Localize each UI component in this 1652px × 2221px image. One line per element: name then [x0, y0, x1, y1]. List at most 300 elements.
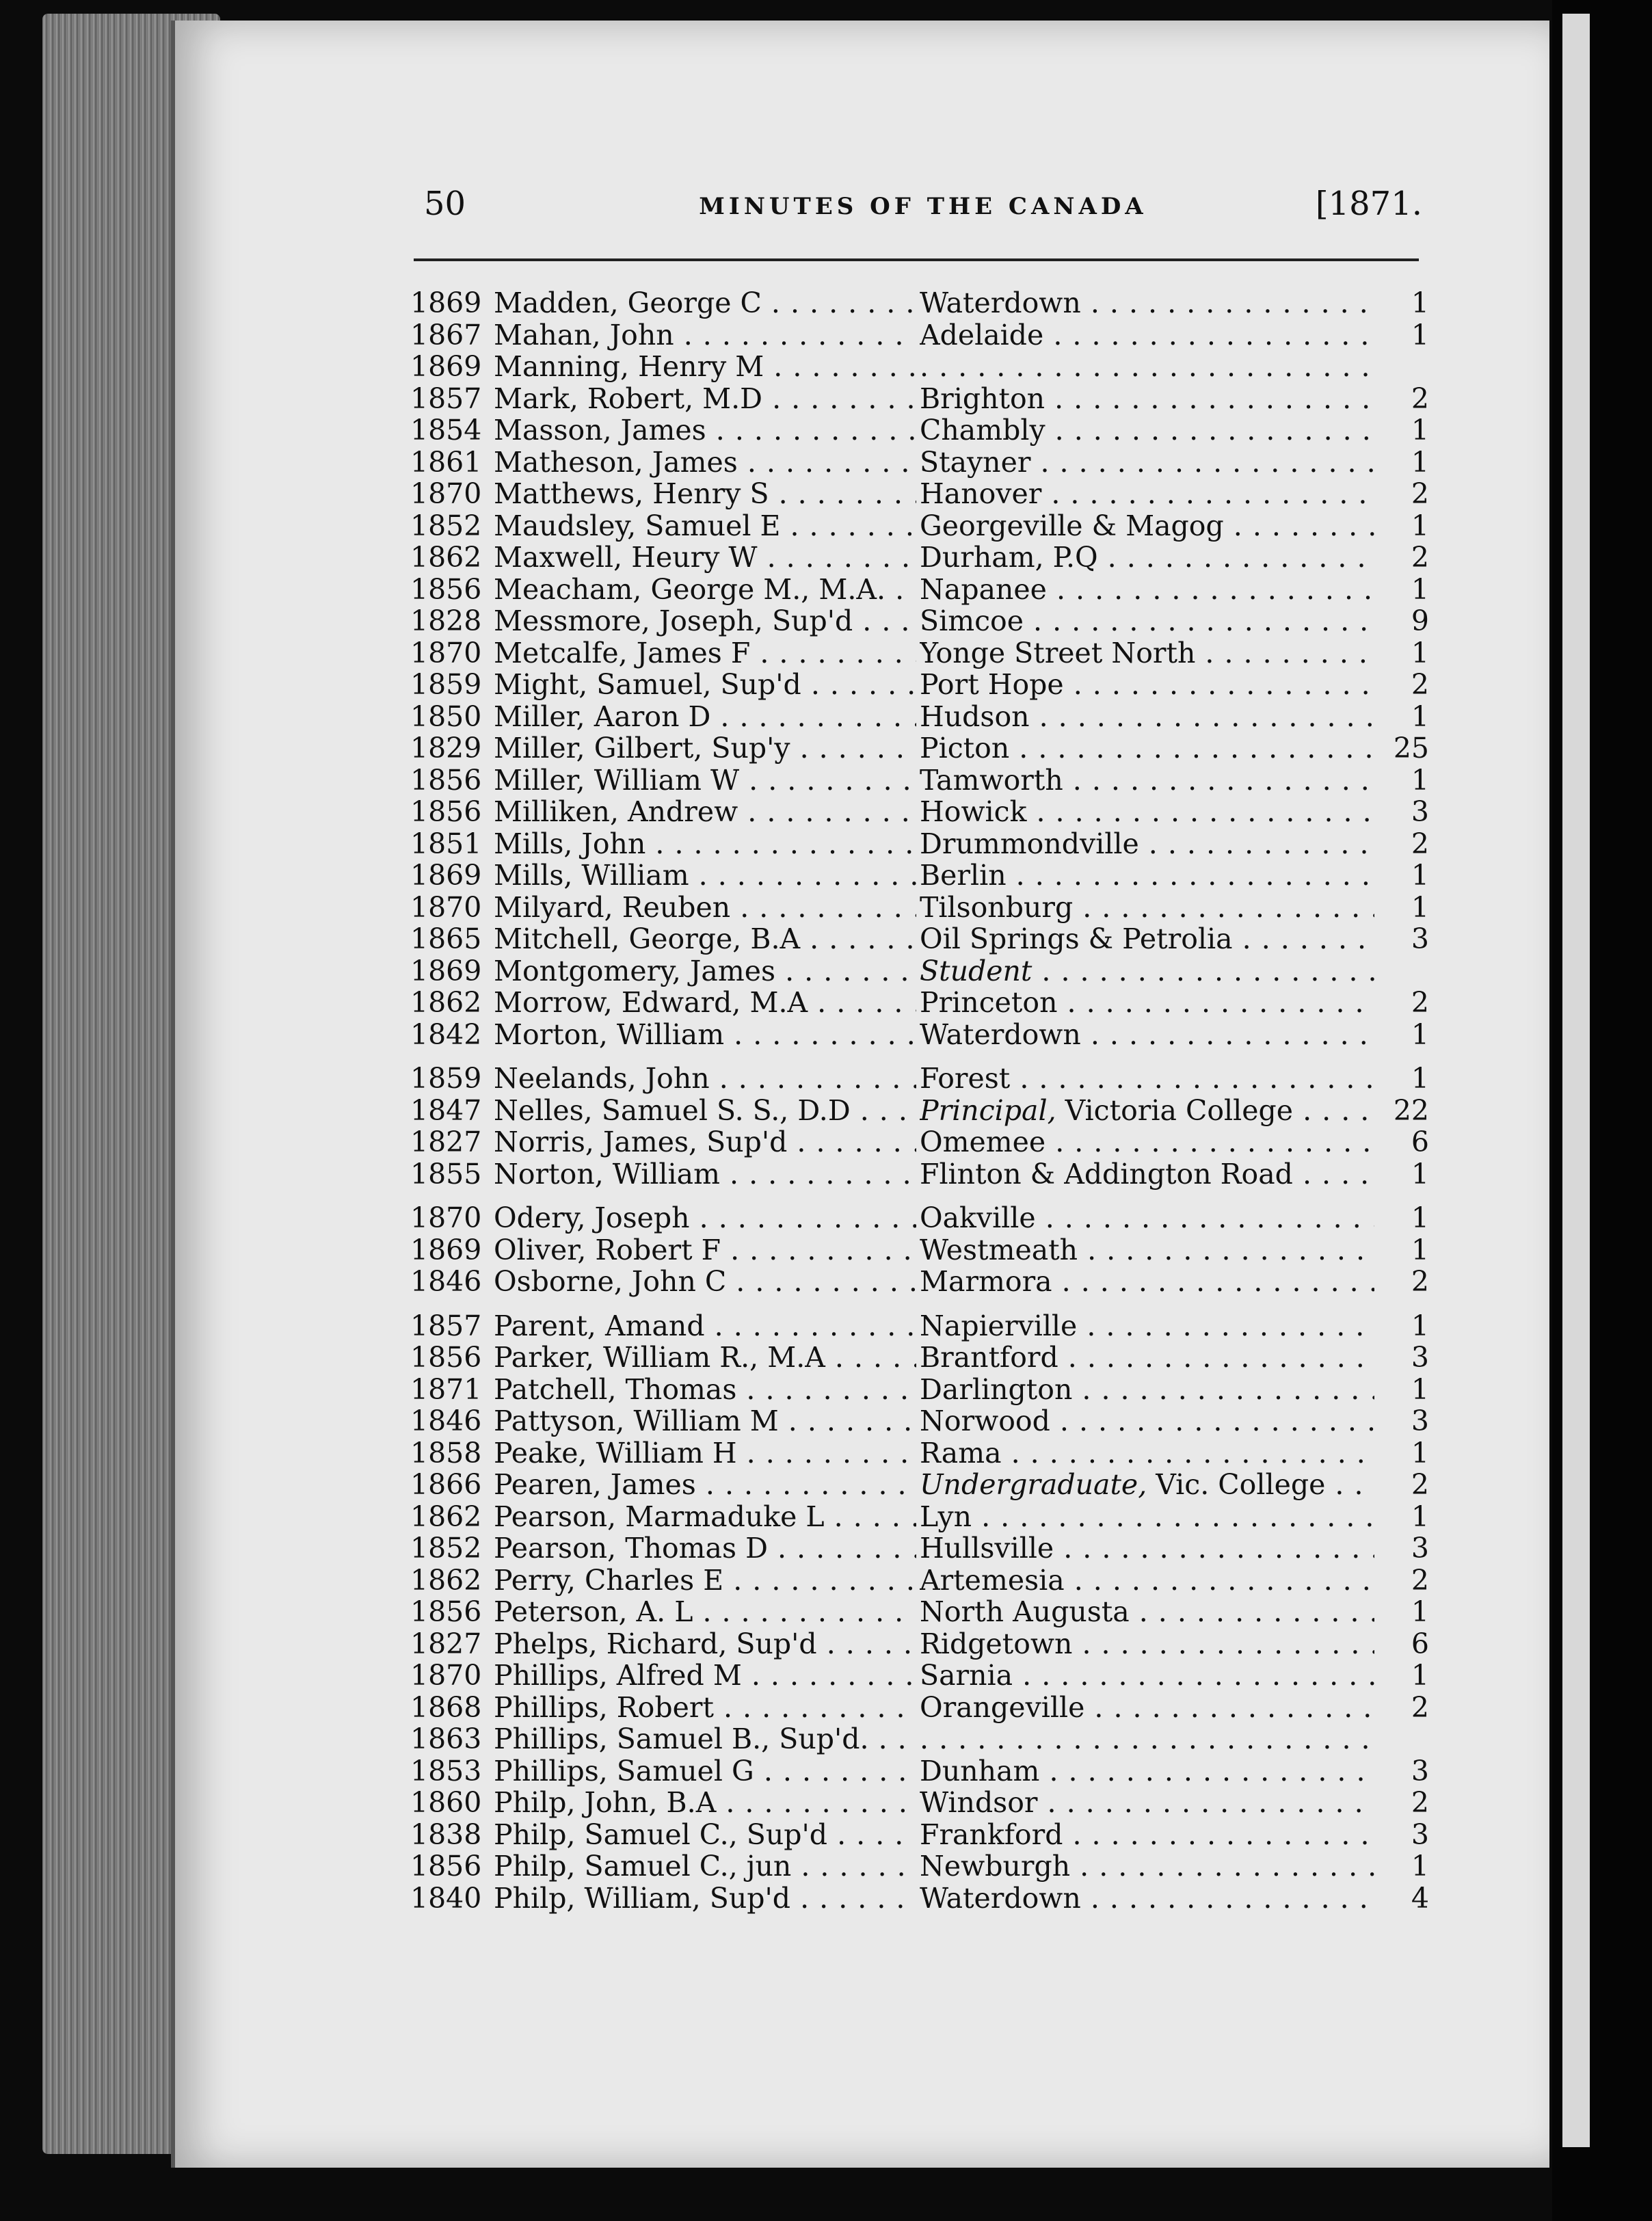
entry-station-name: North Augusta — [920, 1596, 1130, 1628]
list-item — [410, 860, 1429, 892]
entry-year: 1863 — [410, 1723, 482, 1755]
entry-station — [920, 1883, 1374, 1915]
list-item — [410, 1469, 1429, 1501]
entry-name: Pearen, James . . . — [494, 1469, 916, 1501]
entry-years-count: 2 — [1411, 986, 1429, 1019]
entry-year: 1871 — [410, 1372, 482, 1406]
entry-name: Milliken, Andrew . . . — [494, 796, 916, 828]
list-item — [410, 1266, 1429, 1298]
entry-station-role: Undergraduate, — [920, 1469, 1147, 1501]
entry-station-name: Hanover — [920, 478, 1042, 510]
entry-year: 1867 — [410, 318, 482, 351]
list-item — [410, 510, 1429, 542]
entry-station-name: Windsor — [920, 1787, 1038, 1819]
entry-years-count: 3 — [1411, 1341, 1429, 1374]
entry-station-name: Victoria College — [1065, 1094, 1294, 1126]
entry-year: 1827 — [410, 1627, 482, 1660]
list-item — [410, 319, 1429, 351]
entry-year: 1862 — [410, 1563, 482, 1597]
entry-station-name: Sarnia — [920, 1660, 1013, 1692]
entry-name: Meacham, George M., M.A. . . . — [494, 574, 916, 606]
facing-page-edge — [1562, 14, 1590, 2147]
entry-station — [920, 351, 1374, 383]
entry-name: Morrow, Edward, M.A . . . — [494, 987, 916, 1019]
entry-station — [920, 860, 1374, 892]
entry-station-role: Principal, — [920, 1094, 1056, 1126]
entry-year: 1862 — [410, 541, 482, 574]
entry-year: 1852 — [410, 509, 482, 542]
entry-years-count: 1 — [1411, 318, 1429, 351]
entry-station-name: Port Hope — [920, 669, 1064, 701]
list-item — [410, 414, 1429, 447]
list-item — [410, 1405, 1429, 1437]
entry-year: 1869 — [410, 859, 482, 892]
list-item — [410, 1310, 1429, 1342]
list-item — [410, 1787, 1429, 1819]
entry-name: Mills, William . . . — [494, 860, 916, 892]
entry-years-count: 1 — [1411, 414, 1429, 447]
entry-years-count: 2 — [1411, 1468, 1429, 1501]
entry-station-name: Waterdown — [920, 287, 1081, 319]
entry-station — [920, 1095, 1374, 1127]
entry-years-count: 9 — [1411, 604, 1429, 637]
list-item — [410, 383, 1429, 415]
entry-year: 1868 — [410, 1690, 482, 1724]
entry-name: Might, Samuel, Sup'd . . . — [494, 669, 916, 701]
entry-name: Philp, John, B.A . . . — [494, 1787, 916, 1819]
entry-year: 1856 — [410, 1595, 482, 1628]
entry-year: 1851 — [410, 827, 482, 860]
entry-station — [920, 1596, 1374, 1628]
list-item — [410, 287, 1429, 319]
entry-station-name: Hullsville — [920, 1532, 1054, 1565]
entry-station — [920, 764, 1374, 797]
entry-station-name: Simcoe — [920, 605, 1024, 637]
entry-station-name: Darlington — [920, 1373, 1073, 1405]
list-item — [410, 669, 1429, 701]
entry-station — [920, 1532, 1374, 1565]
list-item — [410, 1342, 1429, 1374]
entry-station-name: Hudson — [920, 700, 1030, 732]
entry-station — [920, 605, 1374, 637]
entry-year: 1861 — [410, 445, 482, 479]
list-item — [410, 1692, 1429, 1724]
entry-station-name: Vic. College — [1156, 1469, 1326, 1501]
list-item — [410, 1596, 1429, 1628]
entry-name: Peake, William H . . . — [494, 1437, 916, 1469]
list-item — [410, 1126, 1429, 1158]
entry-name: Milyard, Reuben . . . — [494, 892, 916, 924]
entry-name: Pearson, Thomas D . . . — [494, 1532, 916, 1565]
entry-name: Phillips, Samuel G . . . — [494, 1755, 916, 1787]
entry-station-name: Stayner — [920, 446, 1031, 478]
entry-year: 1853 — [410, 1754, 482, 1787]
entry-station-name: Orangeville — [920, 1691, 1085, 1723]
entry-years-count: 1 — [1411, 1018, 1429, 1051]
entry-years-count: 1 — [1411, 859, 1429, 892]
entry-station-name: Napanee — [920, 573, 1047, 605]
entry-station-name: Artemesia — [920, 1564, 1065, 1596]
entry-year: 1846 — [410, 1265, 482, 1298]
entry-year: 1862 — [410, 986, 482, 1019]
entry-station-name: Lyn — [920, 1500, 972, 1532]
entry-name: Matheson, James . . . — [494, 447, 916, 479]
list-item — [410, 542, 1429, 574]
entry-year: 1862 — [410, 1500, 482, 1533]
entry-name: Perry, Charles E . . . — [494, 1565, 916, 1597]
entry-year: 1858 — [410, 1436, 482, 1469]
entry-name: Miller, Gilbert, Sup'y . . . — [494, 732, 916, 764]
entry-year: 1869 — [410, 350, 482, 383]
entry-years-count: 1 — [1411, 1062, 1429, 1095]
list-item — [410, 1501, 1429, 1533]
entry-station-name: Adelaide — [920, 319, 1044, 351]
list-item — [410, 447, 1429, 479]
list-item — [410, 1019, 1429, 1051]
entry-station — [920, 1565, 1374, 1597]
entry-year: 1827 — [410, 1126, 482, 1158]
entry-station-name: Frankford — [920, 1818, 1063, 1850]
list-item — [410, 1819, 1429, 1851]
page-number: 50 — [424, 185, 466, 223]
entry-year: 1866 — [410, 1468, 482, 1501]
entry-station — [920, 1158, 1374, 1191]
list-item — [410, 1755, 1429, 1787]
list-item — [410, 828, 1429, 860]
entry-station — [920, 892, 1374, 924]
ministers-list — [410, 287, 1429, 1914]
list-item — [410, 351, 1429, 383]
entry-station-name: Omemee — [920, 1126, 1046, 1158]
entry-station-name: Westmeath — [920, 1234, 1078, 1266]
entry-years-count: 1 — [1411, 445, 1429, 479]
entry-year: 1840 — [410, 1881, 482, 1915]
entry-station-name: Durham, P.Q — [920, 542, 1098, 574]
entry-station-name: Oakville — [920, 1202, 1036, 1234]
entry-year: 1869 — [410, 954, 482, 987]
entry-name: Mills, John . . . — [494, 828, 916, 860]
entry-station-name: Picton — [920, 732, 1010, 764]
entry-station-name: Waterdown — [920, 1018, 1081, 1050]
entry-station — [920, 1374, 1374, 1406]
entry-years-count: 2 — [1411, 382, 1429, 415]
entry-station — [920, 1437, 1374, 1469]
entry-year: 1857 — [410, 1309, 482, 1342]
entry-name: Metcalfe, James F . . . — [494, 637, 916, 669]
entry-name: Messmore, Joseph, Sup'd . . . — [494, 605, 916, 637]
entry-name: Masson, James . . . — [494, 414, 916, 447]
header-rule — [414, 258, 1419, 261]
entry-station — [920, 1266, 1374, 1298]
list-item — [410, 732, 1429, 764]
entry-station-name: Dunham — [920, 1755, 1040, 1787]
entry-station — [920, 574, 1374, 606]
entry-years-count: 2 — [1411, 477, 1429, 510]
entry-station — [920, 1405, 1374, 1437]
list-item — [410, 892, 1429, 924]
list-item — [410, 1234, 1429, 1266]
list-item — [410, 1850, 1429, 1883]
entry-name: Phillips, Robert . . . — [494, 1692, 916, 1724]
entry-name: Montgomery, James . . . — [494, 955, 916, 987]
entry-station-name: Berlin — [920, 860, 1007, 892]
entry-years-count: 1 — [1411, 1500, 1429, 1533]
entry-station-name: Tilsonburg — [920, 891, 1074, 923]
entry-station — [920, 447, 1374, 479]
entry-year: 1859 — [410, 668, 482, 701]
entry-year: 1870 — [410, 1659, 482, 1692]
list-item — [410, 1063, 1429, 1095]
entry-year: 1850 — [410, 700, 482, 733]
entry-name: Maxwell, Heury W . . . — [494, 542, 916, 574]
entry-station-name: Ridgetown — [920, 1627, 1073, 1660]
list-item — [410, 1723, 1429, 1755]
entry-station — [920, 1692, 1374, 1724]
entry-station — [920, 1019, 1374, 1051]
list-item — [410, 637, 1429, 669]
entry-station — [920, 1310, 1374, 1342]
entry-station-name: Marmora — [920, 1266, 1052, 1298]
entry-years-count: 4 — [1411, 1881, 1429, 1915]
entry-name: Pearson, Marmaduke L . . . — [494, 1501, 916, 1533]
entry-years-count: 2 — [1411, 1563, 1429, 1597]
list-item — [410, 605, 1429, 637]
entry-name: Phelps, Richard, Sup'd . . . — [494, 1628, 916, 1660]
entry-year: 1856 — [410, 795, 482, 828]
entry-station — [920, 796, 1374, 828]
entry-station-name: Tamworth — [920, 764, 1063, 796]
entry-station — [920, 732, 1374, 764]
entry-name: Norton, William . . . — [494, 1158, 916, 1191]
entry-station — [920, 319, 1374, 351]
entry-station — [920, 701, 1374, 733]
entry-years-count: 1 — [1411, 636, 1429, 669]
entry-station-name: Yonge Street North — [920, 637, 1196, 669]
entry-year: 1829 — [410, 732, 482, 764]
entry-years-count: 1 — [1411, 1659, 1429, 1692]
list-item — [410, 1158, 1429, 1191]
entry-year: 1865 — [410, 922, 482, 955]
entry-years-count: 2 — [1411, 1786, 1429, 1819]
entry-years-count: 25 — [1393, 732, 1429, 764]
list-item — [410, 923, 1429, 955]
entry-station — [920, 669, 1374, 701]
entry-name: Philp, Samuel C., Sup'd . . . — [494, 1819, 916, 1851]
entry-name: Osborne, John C . . . — [494, 1266, 916, 1298]
running-title: MINUTES OF THE CANADA — [699, 193, 1147, 220]
entry-year: 1846 — [410, 1405, 482, 1437]
entry-name: Parker, William R., M.A . . . — [494, 1342, 916, 1374]
entry-station — [920, 1234, 1374, 1266]
list-item — [410, 764, 1429, 797]
entry-year: 1852 — [410, 1532, 482, 1565]
entry-years-count: 1 — [1411, 1157, 1429, 1191]
list-item — [410, 796, 1429, 828]
entry-name: Peterson, A. L . . . — [494, 1596, 916, 1628]
entry-name: Oliver, Robert F . . . — [494, 1234, 916, 1266]
entry-years-count: 2 — [1411, 1690, 1429, 1724]
entry-name: Mahan, John . . . — [494, 319, 916, 351]
entry-station — [920, 542, 1374, 574]
list-item — [410, 1660, 1429, 1692]
entry-year: 1870 — [410, 890, 482, 924]
entry-years-count: 3 — [1411, 1532, 1429, 1565]
entry-year: 1869 — [410, 1233, 482, 1266]
entry-station-name: Rama — [920, 1437, 1002, 1469]
entry-station — [920, 987, 1374, 1019]
entry-station-name: Napierville — [920, 1309, 1078, 1342]
page-header — [424, 185, 1422, 239]
entry-station — [920, 1469, 1374, 1501]
entry-station-name: Chambly — [920, 414, 1045, 447]
entry-station — [920, 955, 1374, 987]
entry-name: Neelands, John . . . — [494, 1063, 916, 1095]
entry-name: Pattyson, William M . . . — [494, 1405, 916, 1437]
entry-station — [920, 1819, 1374, 1851]
entry-name: Philp, Samuel C., jun . . . — [494, 1850, 916, 1883]
entry-years-count: 1 — [1411, 1595, 1429, 1628]
list-item — [410, 701, 1429, 733]
entry-station — [920, 1628, 1374, 1660]
entry-station-name: Norwood — [920, 1405, 1050, 1437]
entry-years-count: 3 — [1411, 795, 1429, 828]
entry-station — [920, 510, 1374, 542]
entry-year: 1870 — [410, 636, 482, 669]
entry-years-count: 2 — [1411, 827, 1429, 860]
entry-years-count: 3 — [1411, 922, 1429, 955]
entry-station-name: Newburgh — [920, 1850, 1071, 1883]
entry-station — [920, 1723, 1374, 1755]
entry-name: Mitchell, George, B.A . . . — [494, 923, 916, 955]
entry-name: Phillips, Samuel B., Sup'd. . . . — [494, 1723, 916, 1755]
entry-station-name: Oil Springs & Petrolia — [920, 923, 1233, 955]
entry-station-name: Howick — [920, 796, 1027, 828]
entry-name: Maudsley, Samuel E . . . — [494, 510, 916, 542]
entry-station — [920, 414, 1374, 447]
entry-years-count: 1 — [1411, 700, 1429, 733]
entry-years-count: 1 — [1411, 509, 1429, 542]
entry-year: 1847 — [410, 1093, 482, 1127]
entry-name: Nelles, Samuel S. S., D.D . . . — [494, 1095, 916, 1127]
entry-name: Norris, James, Sup'd . . . — [494, 1126, 916, 1158]
entry-station — [920, 637, 1374, 669]
entry-years-count: 1 — [1411, 1372, 1429, 1406]
entry-name: Miller, Aaron D . . . — [494, 701, 916, 733]
entry-year: 1856 — [410, 1341, 482, 1374]
entry-years-count: 1 — [1411, 1850, 1429, 1883]
entry-year: 1828 — [410, 604, 482, 637]
list-item — [410, 987, 1429, 1019]
entry-years-count: 6 — [1411, 1627, 1429, 1660]
entry-years-count: 22 — [1393, 1093, 1429, 1127]
list-item — [410, 1883, 1429, 1915]
entry-name: Philp, William, Sup'd . . . — [494, 1883, 916, 1915]
entry-station — [920, 1126, 1374, 1158]
list-item — [410, 1437, 1429, 1469]
entry-year: 1854 — [410, 414, 482, 447]
entry-years-count: 2 — [1411, 1265, 1429, 1298]
entry-years-count: 1 — [1411, 1436, 1429, 1469]
list-item — [410, 955, 1429, 987]
entry-years-count: 2 — [1411, 668, 1429, 701]
entry-name: Morton, William . . . — [494, 1019, 916, 1051]
entry-years-count: 2 — [1411, 541, 1429, 574]
entry-station — [920, 383, 1374, 415]
list-item — [410, 478, 1429, 510]
entry-years-count: 1 — [1411, 763, 1429, 797]
entry-name: Phillips, Alfred M . . . — [494, 1660, 916, 1692]
entry-station — [920, 1755, 1374, 1787]
list-item — [410, 1095, 1429, 1127]
entry-station-name: Flinton & Addington Road — [920, 1158, 1293, 1190]
list-item — [410, 1565, 1429, 1597]
entry-station-name: Student — [920, 955, 1032, 987]
entry-station — [920, 1063, 1374, 1095]
entry-station — [920, 1850, 1374, 1883]
entry-station — [920, 828, 1374, 860]
entry-years-count: 1 — [1411, 1309, 1429, 1342]
entry-station-name: Waterdown — [920, 1882, 1081, 1914]
entry-year: 1870 — [410, 477, 482, 510]
entry-year: 1870 — [410, 1201, 482, 1234]
entry-years-count: 1 — [1411, 890, 1429, 924]
list-item — [410, 1628, 1429, 1660]
entry-years-count: 3 — [1411, 1405, 1429, 1437]
entry-station — [920, 478, 1374, 510]
entry-name: Patchell, Thomas . . . — [494, 1374, 916, 1406]
entry-years-count: 3 — [1411, 1754, 1429, 1787]
entry-station-name: Forest — [920, 1063, 1011, 1095]
header-year: [1871. — [1315, 185, 1422, 223]
entry-station — [920, 1202, 1374, 1234]
entry-station-name: Georgeville & Magog — [920, 509, 1224, 542]
entry-station — [920, 1660, 1374, 1692]
entry-station — [920, 1787, 1374, 1819]
entry-year: 1855 — [410, 1157, 482, 1191]
entry-name: Odery, Joseph . . . — [494, 1202, 916, 1234]
entry-name: Manning, Henry M . . . — [494, 351, 916, 383]
entry-name: Matthews, Henry S . . . — [494, 478, 916, 510]
entry-station — [920, 1342, 1374, 1374]
list-item — [410, 1202, 1429, 1234]
list-item — [410, 1532, 1429, 1565]
entry-year: 1869 — [410, 287, 482, 319]
entry-years-count: 3 — [1411, 1818, 1429, 1851]
entry-year: 1838 — [410, 1818, 482, 1851]
entry-name: Mark, Robert, M.D . . . — [494, 383, 916, 415]
entry-name: Miller, William W . . . — [494, 764, 916, 797]
entry-year: 1842 — [410, 1018, 482, 1051]
entry-name: Parent, Amand . . . — [494, 1310, 916, 1342]
entry-year: 1856 — [410, 763, 482, 797]
list-item — [410, 574, 1429, 606]
entry-station-name: Drummondville — [920, 827, 1139, 860]
entry-years-count: 1 — [1411, 1233, 1429, 1266]
entry-station-name: Princeton — [920, 987, 1058, 1019]
entry-year: 1856 — [410, 572, 482, 606]
entry-year: 1860 — [410, 1786, 482, 1819]
entry-years-count: 6 — [1411, 1126, 1429, 1158]
entry-station-name: Brighton — [920, 382, 1045, 414]
entry-year: 1857 — [410, 382, 482, 415]
entry-name: Madden, George C . . . — [494, 287, 916, 319]
entry-station — [920, 923, 1374, 955]
entry-years-count: 1 — [1411, 572, 1429, 606]
entry-year: 1856 — [410, 1850, 482, 1883]
entry-years-count: 1 — [1411, 287, 1429, 319]
entry-year: 1859 — [410, 1062, 482, 1095]
entry-station-name: Brantford — [920, 1342, 1058, 1374]
